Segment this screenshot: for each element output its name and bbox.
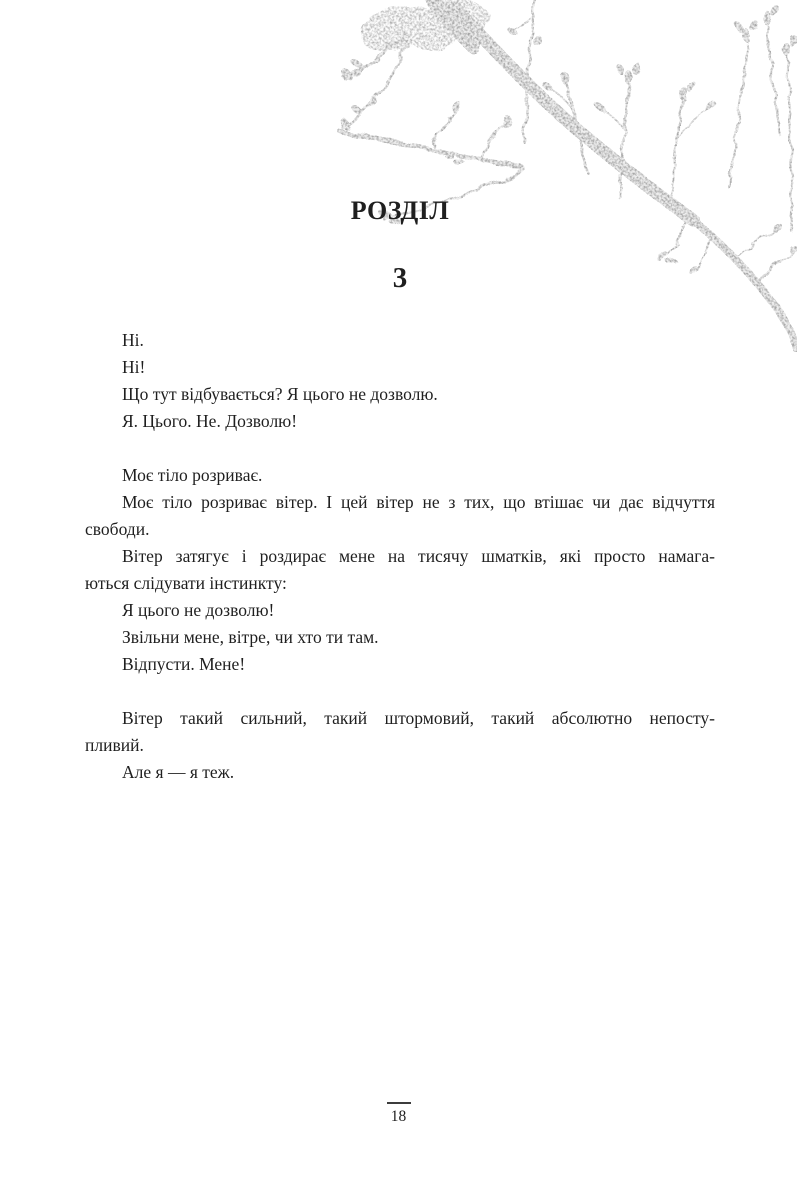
text-line: Моє тіло розриває вітер. І цей вітер не з тих, що втішає чи дає відчуття (122, 492, 715, 512)
text-line: Відпусти. Мене! (122, 654, 246, 674)
chapter-number: 3 (392, 262, 408, 294)
text-line: Але я — я теж. (122, 762, 235, 782)
text-line: Ні! (122, 357, 146, 377)
text-line: пливий. (85, 735, 144, 755)
text-line: Що тут відбувається? Я цього не дозволю. (122, 384, 438, 404)
text-line: свободи. (85, 519, 150, 539)
text-line: Вітер затягує і роздирає мене на тисячу шматків, які просто намага- (122, 546, 715, 566)
text-line: Моє тіло розриває. (122, 465, 263, 485)
text-line: Я. Цього. Не. Дозволю! (122, 411, 298, 431)
page-footer (0, 1102, 797, 1127)
text-line: Ні. (122, 330, 144, 350)
text-line: Вітер такий сильний, такий штормовий, такий абсолютно непосту- (122, 708, 715, 728)
body-text (85, 327, 715, 786)
footer-rule (387, 1102, 411, 1104)
text-line: Я цього не дозволю! (122, 600, 275, 620)
text-line: Звільни мене, вітре, чи хто ти там. (122, 627, 379, 647)
page-number: 18 (390, 1108, 407, 1125)
chapter-heading: РОЗДІЛ (350, 196, 450, 225)
paragraph-spacer (85, 435, 715, 462)
branch-illustration (337, 0, 797, 355)
paragraph-spacer (85, 678, 715, 705)
text-line: ються слідувати інстинкту: (85, 573, 287, 593)
branch-with-buds-icon (337, 0, 797, 355)
